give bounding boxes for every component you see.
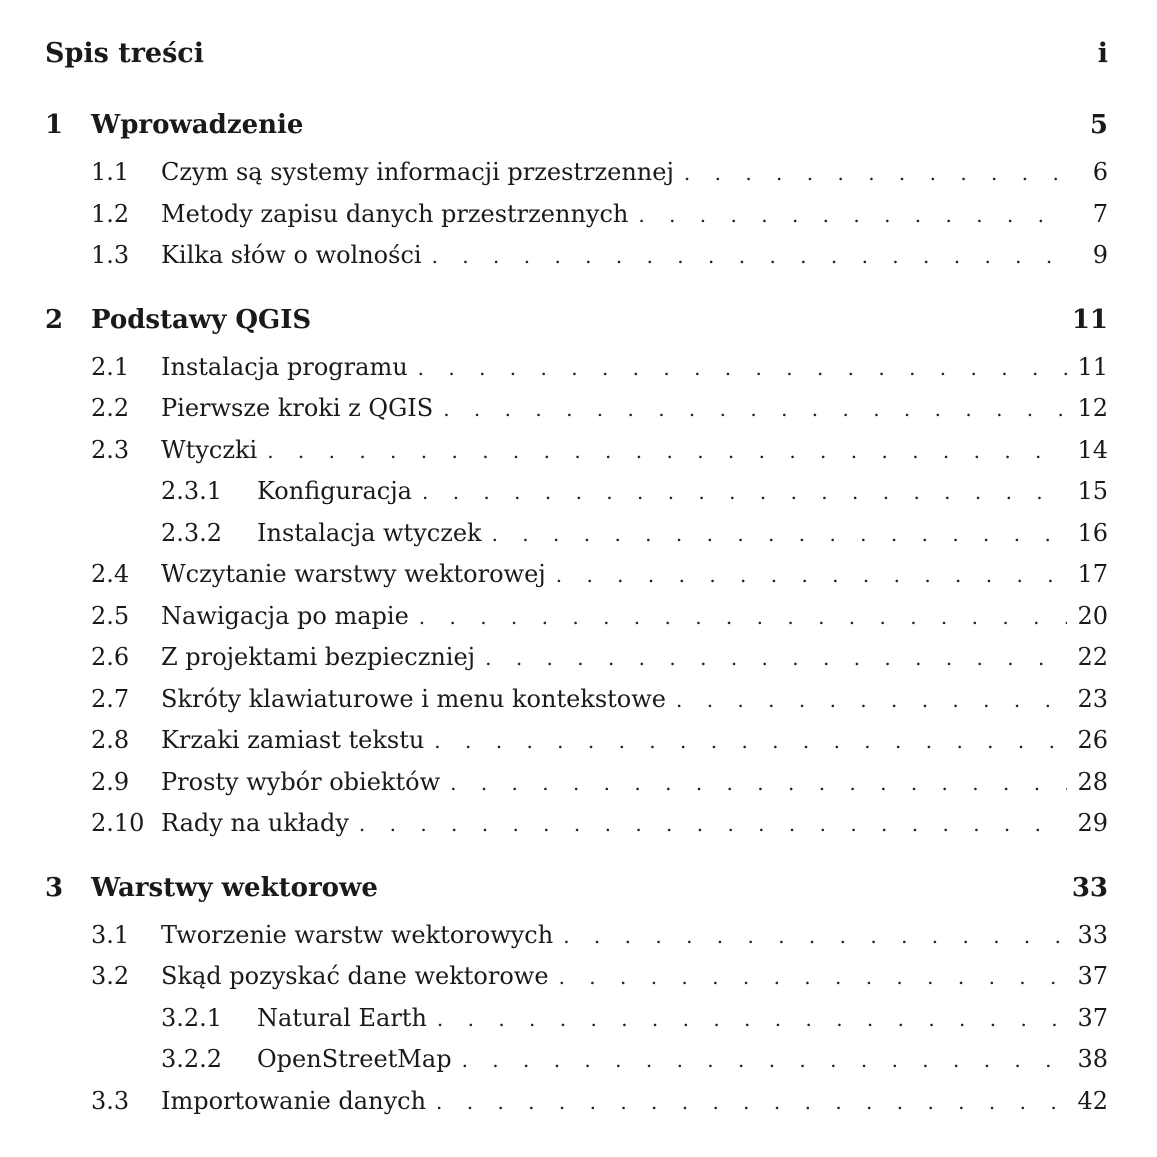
section-title: Pierwsze kroki z QGIS: [161, 394, 434, 422]
section-page-number: 26: [1077, 726, 1108, 754]
toc-section-entry[interactable]: [45, 915, 1108, 957]
section-title: Krzaki zamiast tekstu: [161, 726, 425, 754]
chapter-number: 3: [45, 872, 64, 903]
section-title: Wczytanie warstwy wektorowej: [161, 560, 546, 588]
section-page-number: 42: [1077, 1086, 1108, 1115]
section-title: Rady na układy: [161, 809, 349, 837]
dot-leader: [556, 555, 1068, 596]
toc-header-page: i: [1097, 38, 1108, 69]
dot-leader: [450, 763, 1067, 804]
chapter-page-number: 11: [1071, 304, 1108, 335]
dot-leader: [443, 389, 1067, 430]
toc-section-entry[interactable]: [45, 720, 1108, 762]
section-number: 1.3: [91, 241, 130, 269]
section-number: 2.1: [91, 352, 130, 381]
section-number: 2.3: [91, 435, 130, 464]
section-number: 2.4: [91, 560, 130, 588]
section-number: 2.2: [91, 394, 130, 422]
section-title: Z projektami bezpieczniej: [161, 643, 476, 671]
section-page-number: 17: [1077, 560, 1108, 588]
dot-leader: [638, 195, 1068, 236]
section-page-number: 37: [1077, 962, 1108, 990]
section-title: Instalacja programu: [161, 352, 408, 381]
section-title: Skróty klawiaturowe i menu kontekstowe: [161, 684, 666, 713]
dot-leader: [419, 597, 1068, 638]
chapter-heading[interactable]: [45, 873, 1108, 915]
dot-leader: [563, 916, 1067, 957]
section-number: 3.2: [91, 962, 130, 990]
toc-subsubsection-entry[interactable]: [45, 513, 1108, 555]
chapter-list: [45, 110, 1108, 1122]
dot-leader: [436, 1082, 1067, 1123]
section-title: Skąd pozyskać dane wektorowe: [161, 962, 549, 990]
section-number: 2.7: [91, 684, 130, 713]
dot-leader: [418, 348, 1068, 389]
section-title: Konfiguracja: [257, 477, 412, 505]
chapter-title: Wprowadzenie: [91, 110, 304, 140]
section-number: 1.2: [91, 199, 130, 228]
section-page-number: 6: [1092, 158, 1108, 186]
section-page-number: 23: [1077, 684, 1108, 713]
dot-leader: [359, 804, 1068, 845]
toc-header: [45, 38, 1108, 80]
section-number: 3.3: [91, 1086, 130, 1115]
dot-leader: [559, 957, 1068, 998]
dot-leader: [492, 514, 1068, 555]
section-page-number: 22: [1077, 643, 1108, 671]
toc-section-entry[interactable]: [45, 152, 1108, 194]
section-number: 2.3.1: [161, 477, 223, 505]
section-number: 2.5: [91, 601, 130, 630]
toc-section-entry[interactable]: [45, 596, 1108, 638]
section-number: 2.8: [91, 726, 130, 754]
section-page-number: 14: [1077, 435, 1108, 464]
toc-section-entry[interactable]: [45, 194, 1108, 236]
dot-leader: [267, 431, 1067, 472]
toc-page: [45, 38, 1108, 1150]
toc-subsubsection-entry[interactable]: [45, 1039, 1108, 1081]
toc-section-entry[interactable]: [45, 762, 1108, 804]
section-page-number: 16: [1077, 518, 1108, 547]
chapter-2: [45, 305, 1108, 845]
toc-section-entry[interactable]: [45, 1081, 1108, 1123]
dot-leader: [432, 236, 1068, 277]
section-number: 3.2.1: [161, 1003, 223, 1032]
section-title: Tworzenie warstw wektorowych: [161, 920, 554, 949]
dot-leader: [437, 999, 1068, 1040]
section-number: 2.9: [91, 767, 130, 796]
toc-section-entry[interactable]: [45, 679, 1108, 721]
chapter-3: [45, 873, 1108, 1123]
section-page-number: 20: [1077, 601, 1108, 630]
chapter-page-number: 5: [1089, 110, 1108, 140]
chapter-title: Podstawy QGIS: [91, 304, 312, 335]
section-title: Metody zapisu danych przestrzennych: [161, 199, 629, 228]
toc-section-entry[interactable]: [45, 956, 1108, 998]
toc-section-entry[interactable]: [45, 388, 1108, 430]
section-page-number: 28: [1077, 767, 1108, 796]
section-title: Instalacja wtyczek: [257, 518, 482, 547]
section-page-number: 33: [1077, 920, 1108, 949]
toc-section-entry[interactable]: [45, 347, 1108, 389]
section-page-number: 11: [1077, 352, 1108, 381]
toc-subsubsection-entry[interactable]: [45, 998, 1108, 1040]
toc-title: Spis treści: [45, 38, 205, 69]
section-title: Natural Earth: [257, 1003, 427, 1032]
dot-leader: [684, 153, 1068, 194]
dot-leader: [422, 472, 1067, 513]
section-number: 1.1: [91, 158, 130, 186]
section-page-number: 15: [1077, 477, 1108, 505]
section-title: Wtyczki: [161, 435, 258, 464]
chapter-page-number: 33: [1071, 872, 1108, 903]
dot-leader: [485, 638, 1067, 679]
section-number: 3.1: [91, 920, 130, 949]
section-page-number: 37: [1077, 1003, 1108, 1032]
section-number: 2.10: [91, 809, 145, 837]
chapter-title: Warstwy wektorowe: [91, 872, 378, 903]
section-title: Prosty wybór obiektów: [161, 767, 441, 796]
chapter-heading[interactable]: [45, 110, 1108, 152]
toc-section-entry[interactable]: [45, 637, 1108, 679]
dot-leader: [462, 1040, 1068, 1081]
section-page-number: 29: [1077, 809, 1108, 837]
section-page-number: 38: [1077, 1045, 1108, 1073]
section-number: 2.3.2: [161, 518, 223, 547]
section-page-number: 7: [1092, 199, 1108, 228]
section-title: OpenStreetMap: [257, 1045, 452, 1073]
chapter-1: [45, 110, 1108, 277]
toc-section-entry[interactable]: [45, 235, 1108, 277]
section-number: 3.2.2: [161, 1045, 223, 1073]
toc-section-entry[interactable]: [45, 430, 1108, 472]
toc-section-entry[interactable]: [45, 803, 1108, 845]
dot-leader: [676, 680, 1067, 721]
section-title: Nawigacja po mapie: [161, 601, 409, 630]
chapter-number: 1: [45, 110, 64, 140]
section-title: Czym są systemy informacji przestrzennej: [161, 158, 674, 186]
section-page-number: 9: [1092, 241, 1108, 269]
section-page-number: 12: [1077, 394, 1108, 422]
section-title: Importowanie danych: [161, 1086, 427, 1115]
toc-subsubsection-entry[interactable]: [45, 471, 1108, 513]
section-title: Kilka słów o wolności: [161, 241, 422, 269]
toc-section-entry[interactable]: [45, 554, 1108, 596]
chapter-number: 2: [45, 304, 64, 335]
dot-leader: [434, 721, 1067, 762]
chapter-heading[interactable]: [45, 305, 1108, 347]
section-number: 2.6: [91, 643, 130, 671]
